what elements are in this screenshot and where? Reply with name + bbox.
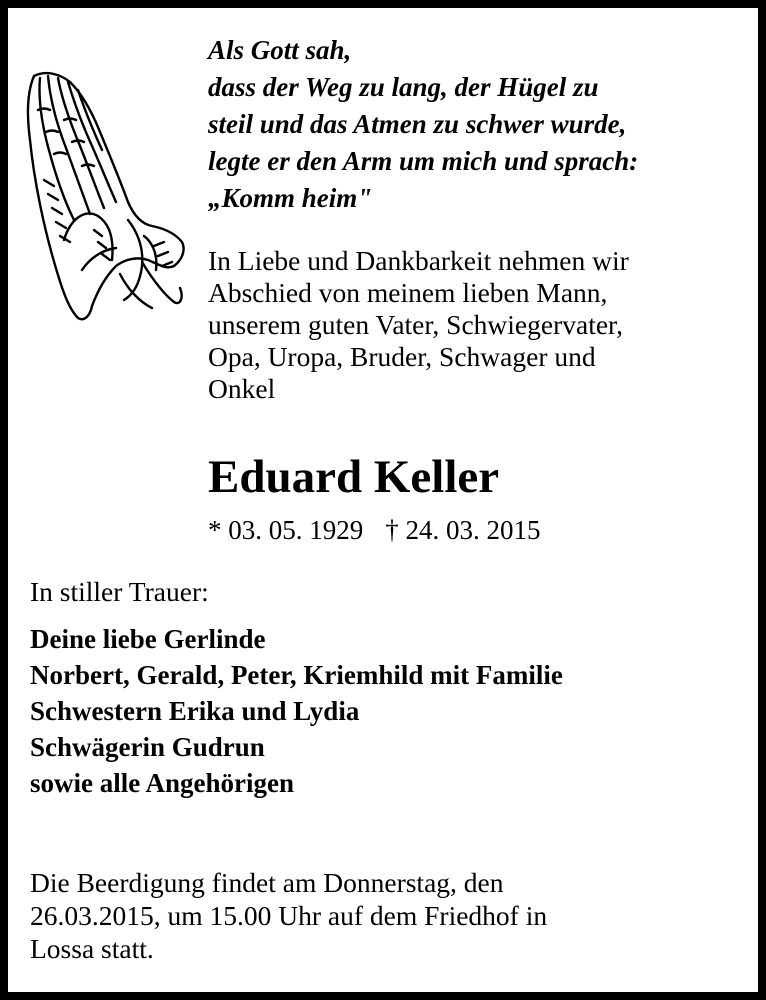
mourner-line: Deine liebe Gerlinde — [30, 624, 266, 654]
poem-line: dass der Weg zu lang, der Hügel zu — [208, 72, 599, 102]
intro-line: In Liebe und Dankbarkeit nehmen wir — [208, 245, 629, 276]
poem-line: „Komm heim" — [208, 183, 373, 213]
poem — [208, 32, 760, 217]
funeral-line: Lossa statt. — [30, 933, 154, 964]
intro-line: Abschied von meinem lieben Mann, — [208, 277, 608, 308]
life-dates — [208, 514, 541, 546]
praying-hands-icon — [24, 70, 188, 326]
funeral-line: 26.03.2015, um 15.00 Uhr auf dem Friedhof in — [30, 900, 548, 931]
intro-line: Opa, Uropa, Bruder, Schwager und — [208, 341, 596, 372]
funeral-notice — [30, 866, 547, 965]
poem-line: steil und das Atmen zu schwer wurde, — [208, 109, 627, 139]
mourners-list — [30, 621, 563, 801]
poem-line: legte er den Arm um mich und sprach: — [208, 146, 639, 176]
mourner-line: Schwestern Erika und Lydia — [30, 696, 360, 726]
intro-line: unserem guten Vater, Schwiegervater, — [208, 309, 623, 340]
intro-text — [208, 245, 748, 405]
mourner-line: Schwägerin Gudrun — [30, 732, 265, 762]
mourner-line: Norbert, Gerald, Peter, Kriemhild mit Familie — [30, 660, 563, 690]
intro-line: Onkel — [208, 373, 276, 404]
deceased-name: Eduard Keller — [208, 451, 500, 503]
mourner-line: sowie alle Angehörigen — [30, 768, 294, 798]
mourning-heading: In stiller Trauer: — [30, 576, 209, 607]
poem-line: Als Gott sah, — [208, 35, 352, 65]
birth-date: * 03. 05. 1929 — [208, 515, 364, 545]
death-date: † 24. 03. 2015 — [385, 515, 541, 545]
funeral-line: Die Beerdigung findet am Donnerstag, den — [30, 867, 504, 898]
